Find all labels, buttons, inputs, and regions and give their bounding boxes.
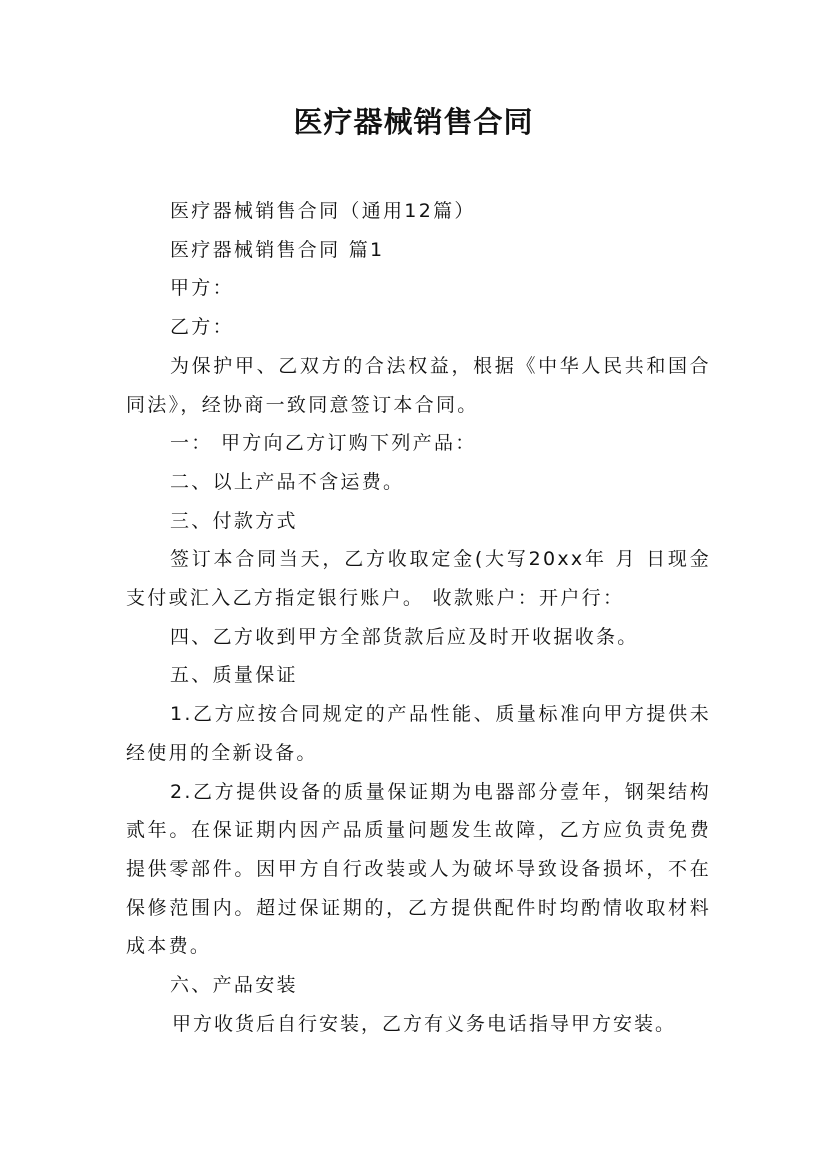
paragraph-clause-1: 一： 甲方向乙方订购下列产品： <box>170 432 477 455</box>
document-body <box>126 192 711 1043</box>
paragraph-payment: 签订本合同当天，乙方收取定金(大写20xx年 月 日现金支付或汇入乙方指定银行账户。 收款账户：开户行： <box>126 548 711 610</box>
paragraph-clause-2: 二、以上产品不含运费。 <box>170 470 405 493</box>
paragraph-party-a: 甲方： <box>170 277 234 300</box>
paragraph-quality-2: 2.乙方提供设备的质量保证期为电器部分壹年，钢架结构贰年。在保证期内因产品质量问题发生故障，乙方应负责免费提供零部件。因甲方自行改装或人为破坏导致设备损坏，不在保修范围内。超过保证期的，乙方提供配件时均酌情收取材料成本费。 <box>126 780 711 958</box>
paragraph-subtitle: 医疗器械销售合同（通用12篇） <box>170 200 476 222</box>
paragraph-installation: 甲方收货后自行安装，乙方有义务电话指导甲方安装。 <box>172 1012 677 1035</box>
paragraph-clause-3-heading: 三、付款方式 <box>170 509 298 532</box>
paragraph-party-b: 乙方： <box>170 316 234 339</box>
paragraph-clause-5-heading: 五、质量保证 <box>170 664 298 687</box>
paragraph-preamble: 为保护甲、乙双方的合法权益，根据《中华人民共和国合同法》，经协商一致同意签订本合同。 <box>126 354 711 416</box>
paragraph-chapter-heading: 医疗器械销售合同 篇1 <box>170 238 385 261</box>
paragraph-clause-4: 四、乙方收到甲方全部货款后应及时开收据收条。 <box>170 625 639 648</box>
paragraph-clause-6-heading: 六、产品安装 <box>170 974 298 997</box>
document-title: 医疗器械销售合同 <box>293 105 534 139</box>
paragraph-quality-1: 1.乙方应按合同规定的产品性能、质量标准向甲方提供未经使用的全新设备。 <box>126 703 711 764</box>
